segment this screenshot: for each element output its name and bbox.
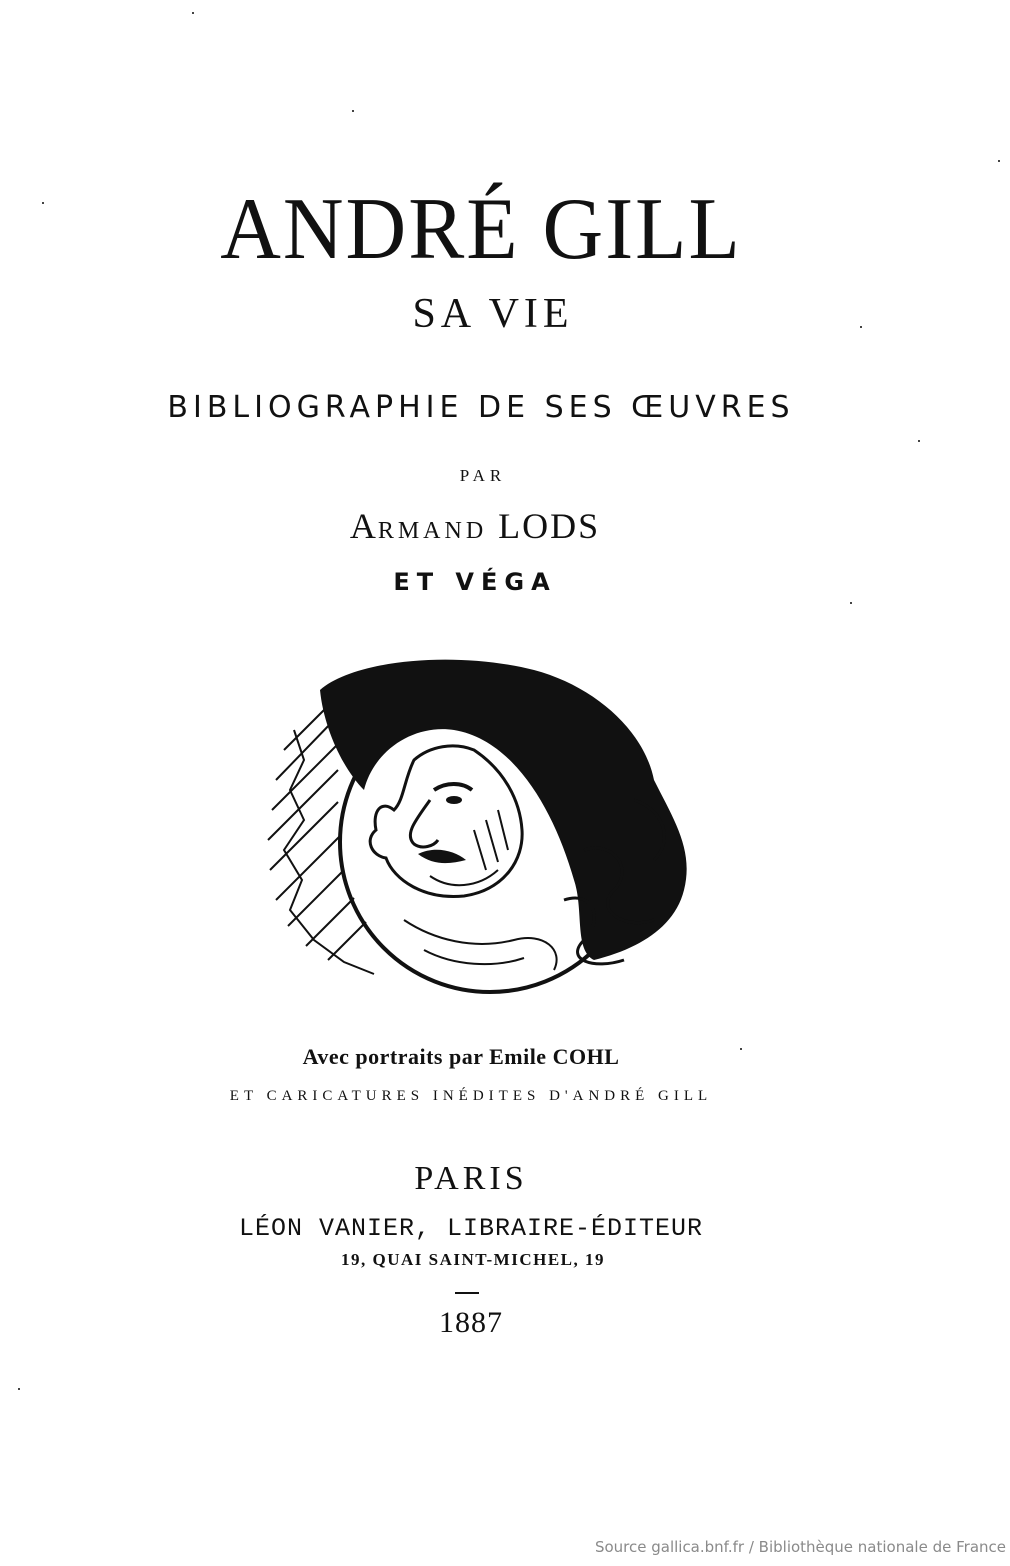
portrait-credit: Avec portraits par Emile COHL [302, 1044, 620, 1069]
caricature-credit: ET CARICATURES INÉDITES D'ANDRÉ GILL [229, 1088, 713, 1104]
author-last-name: LODS [498, 506, 601, 546]
face-shape [370, 746, 522, 897]
source-credit: Source gallica.bnf.fr / Bibliothèque nationale de France [594, 1538, 1006, 1556]
book-title: ANDRÉ GILL [220, 180, 742, 278]
eye [446, 796, 462, 804]
collar-lines [404, 920, 557, 970]
print-speck [740, 1048, 742, 1050]
publication-city: PARIS [414, 1160, 528, 1197]
publisher-address: 19, QUAI SAINT-MICHEL, 19 [340, 1250, 606, 1269]
print-speck [42, 202, 44, 204]
coauthor-name: ET VÉGA [393, 568, 557, 596]
author-name [0, 505, 980, 547]
publication-year: 1887 [439, 1306, 503, 1339]
print-speck [918, 440, 920, 442]
print-speck [192, 12, 194, 14]
print-speck [998, 160, 1000, 162]
publisher-name: LÉON VANIER, LIBRAIRE-ÉDITEUR [238, 1214, 704, 1243]
print-speck [18, 1388, 20, 1390]
bibliography-line: BIBLIOGRAPHIE DE SES ŒUVRES [167, 390, 795, 425]
by-label: PAR [459, 466, 507, 485]
print-speck [352, 110, 354, 112]
print-speck [850, 602, 852, 604]
print-speck [860, 326, 862, 328]
divider-rule [455, 1292, 479, 1294]
author-first-initial: A [349, 506, 378, 546]
caricature-portrait-icon [254, 650, 704, 1000]
book-subtitle: SA VIE [412, 291, 574, 337]
author-first-rest: RMAND [377, 518, 488, 544]
